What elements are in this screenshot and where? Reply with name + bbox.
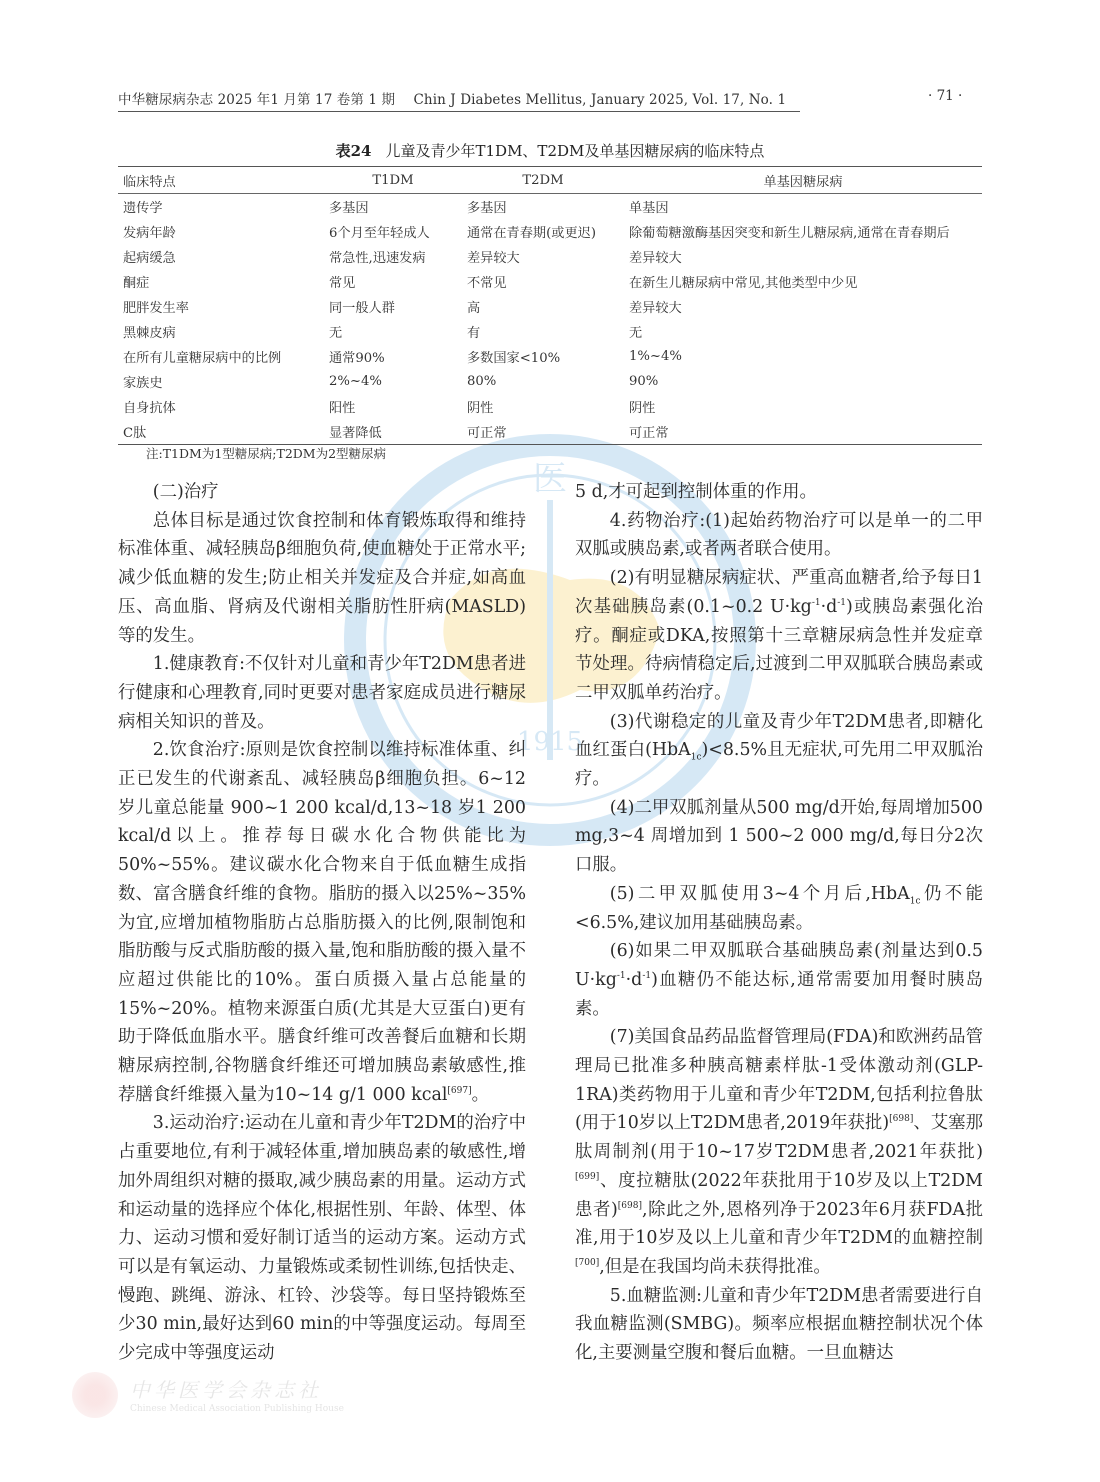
table-cell: 6个月至年轻成人	[329, 226, 430, 241]
text-run: 总体目标是通过饮食控制和体育锻炼取得和维持标准体重、减轻胰岛β细胞负荷,使血糖处于正常水平;减少低血糖的发生;防止相关并发症及合并症,如高血压、高血脂、肾病及代谢相关脂肪性肝病(MASLD)等的发生。	[118, 510, 526, 646]
text-run: ,除此之外,恩格列净于2023年6月获FDA批准,用于10岁及以上儿童和青少年T2DM的血糖控制	[575, 1199, 983, 1249]
table-cell: 90%	[629, 374, 659, 389]
superscript: [698]	[889, 1114, 914, 1125]
paragraph	[575, 794, 983, 880]
table-row	[118, 194, 982, 220]
superscript: [700]	[575, 1258, 600, 1269]
page-number: · 71 ·	[928, 88, 963, 104]
table-cell: 酮症	[123, 276, 150, 291]
body-column-right	[575, 478, 983, 1368]
table-cell: 不常见	[467, 276, 507, 291]
table-cell: 80%	[467, 374, 497, 389]
table-row	[118, 269, 982, 294]
text-run: (二)治疗	[152, 482, 219, 502]
superscript: [698]	[617, 1200, 642, 1211]
table-body	[118, 194, 982, 445]
table-cell: 阳性	[329, 401, 356, 416]
superscript: [697]	[447, 1085, 472, 1096]
text-run: )血糖仍不能达标,通常需要加用餐时胰岛素。	[575, 969, 983, 1019]
body-column-left	[118, 478, 526, 1368]
text-run: (7)美国食品药品监督管理局(FDA)和欧洲药品管理局已批准多种胰高糖素样肽-1受体激动剂(GLP-1RA)类药物用于儿童和青少年T2DM,包括利拉鲁肽(用于10岁以上T2DM患者,2019年获批)	[575, 1027, 983, 1134]
watermark-year: 1915	[516, 727, 584, 757]
text-run: (4)二甲双胍剂量从500 mg/d开始,每周增加500 mg,3~4 周增加到 1 500~2 000 mg/d,每日分2次口服。	[575, 797, 983, 876]
table-cell: 在所有儿童糖尿病中的比例	[123, 351, 282, 366]
table-label: 表24	[335, 142, 372, 160]
paragraph	[118, 1109, 526, 1367]
table-cell: 差异较大	[629, 251, 682, 266]
superscript: -1	[811, 598, 821, 609]
flower-logo-icon	[72, 1372, 118, 1418]
table-cell: 单基因	[629, 201, 669, 216]
table-cell: 常急性,迅速发病	[329, 251, 426, 266]
text-run: 5 d,才可起到控制体重的作用。	[575, 482, 817, 502]
publisher-name-en: Chinese Medical Association Publishing House	[130, 1404, 344, 1414]
text-run: 3.运动治疗:运动在儿童和青少年T2DM的治疗中占重要地位,有利于减轻体重,增加胰岛素的敏感性,增加外周组织对糖的摄取,减少胰岛素的用量。运动方式和运动量的选择应个体化,根据性别、年龄、体型、体力、运动习惯和爱好制订适当的运动方案。运动方式可以是有氧运动、力量锻炼或柔韧性训练,包括快走、慢跑、跳绳、游泳、杠铃、沙袋等。每日坚持锻炼至少30 min,最好达到60 min的中等强度运动。每周至少完成中等强度运动	[118, 1113, 526, 1364]
table-note: 注:T1DM为1型糖尿病;T2DM为2型糖尿病	[146, 446, 387, 461]
superscript: -1	[837, 598, 847, 609]
table-row	[118, 419, 982, 445]
table-row	[118, 369, 982, 394]
table-header-row	[118, 167, 982, 194]
paragraph	[575, 937, 983, 1023]
publisher-name-cn: 中华医学会杂志社	[130, 1378, 322, 1402]
table-cell: C肽	[123, 426, 147, 441]
text-run: 1.健康教育:不仅针对儿童和青少年T2DM患者进行健康和心理教育,同时更要对患者家庭成员进行糖尿病相关知识的普及。	[118, 654, 526, 732]
table-cell: 可正常	[467, 426, 507, 441]
text-run: )或胰岛素强化治疗。酮症或DKA,按照第十三章糖尿病急性并发症章节处理。待病情稳定后,过渡到二甲双胍联合胰岛素或二甲双胍单药治疗。	[575, 596, 983, 703]
table-row	[118, 394, 982, 419]
running-header	[118, 88, 800, 112]
superscript: -1	[616, 971, 626, 982]
superscript: [699]	[575, 1172, 600, 1183]
table-cell: 起病缓急	[123, 251, 176, 266]
table-cell: 差异较大	[629, 301, 682, 316]
table-cell: 除葡萄糖激酶基因突变和新生儿糖尿病,通常在青春期后	[629, 226, 950, 241]
paragraph	[575, 708, 983, 794]
subscript: 1c	[909, 896, 921, 907]
watermark-char: 医	[533, 459, 567, 499]
column-header: T2DM	[462, 167, 624, 194]
table-row	[118, 294, 982, 319]
table-cell: 1%~4%	[629, 349, 682, 364]
superscript: -1	[642, 971, 652, 982]
column-header: 单基因糖尿病	[624, 167, 982, 194]
table-cell: 在新生儿糖尿病中常见,其他类型中少见	[629, 276, 858, 291]
table-cell: 肥胖发生率	[123, 301, 189, 316]
text-run: 、度拉糖肽(2022年获批用于10岁及以上T2DM患者)	[575, 1170, 983, 1220]
table-title: 儿童及青少年T1DM、T2DM及单基因糖尿病的临床特点	[385, 142, 765, 160]
table-row	[118, 219, 982, 244]
text-run: 5.血糖监测:儿童和青少年T2DM患者需要进行自我血糖监测(SMBG)。频率应根据血糖控制状况个体化,主要测量空腹和餐后血糖。一旦血糖达	[575, 1285, 983, 1364]
table-cell: 通常90%	[329, 351, 385, 366]
text-run: 仍不能<6.5%,建议加用基础胰岛素。	[575, 883, 983, 933]
table-row	[118, 319, 982, 344]
clinical-features-table	[118, 166, 982, 445]
table-cell: 有	[467, 326, 481, 341]
table-cell: 发病年龄	[123, 226, 176, 241]
journal-title-en: Chin J Diabetes Mellitus, January 2025, Vol. 17, No. 1	[413, 92, 787, 108]
table-cell: 家族史	[123, 376, 163, 391]
table-cell: 高	[467, 301, 481, 316]
text-run: )<8.5%且无症状,可先用二甲双胍治疗。	[575, 740, 983, 790]
paragraph	[118, 478, 526, 507]
column-header: T1DM	[324, 167, 462, 194]
text-run: (5)二甲双胍使用3~4个月后,HbA	[609, 883, 910, 904]
text-run: 2.饮食治疗:原则是饮食控制以维持标准体重、纠正已发生的代谢紊乱、减轻胰岛β细胞负担。6~12 岁儿童总能量 900~1 200 kcal/d,13~18 岁1 200 kcal/d以上。推荐每日碳水化合物供能比为50%~55%。建议碳水化合物来自于低血糖生成指数、富含膳食纤维的食物。脂肪的摄入以25%~35%为宜,应增加植物脂肪占总脂肪摄入的比例,限制饱和脂肪酸与反式脂肪酸的摄入量,饱和脂肪酸的摄入量不应超过供能比的10%。蛋白质摄入量占总能量的15%~20%。植物来源蛋白质(尤其是大豆蛋白)更有助于降低血脂水平。膳食纤维可改善餐后血糖和长期糖尿病控制,谷物膳食纤维还可增加胰岛素敏感性,推荐膳食纤维摄入量为10~14 g/1 000 kcal	[118, 740, 526, 1105]
paragraph	[118, 736, 526, 1109]
text-run: (3)代谢稳定的儿童及青少年T2DM患者,即糖化血红蛋白(HbA	[575, 711, 983, 761]
publisher-logo	[72, 1372, 452, 1432]
paragraph	[575, 1023, 983, 1281]
table-cell: 无	[629, 326, 643, 341]
text-run: ·d	[625, 969, 643, 990]
journal-title-cn: 中华糖尿病杂志 2025 年1 月第 17 卷第 1 期	[118, 92, 396, 108]
table-cell: 差异较大	[467, 251, 520, 266]
table-cell: 可正常	[629, 426, 669, 441]
text-run: 4.药物治疗:(1)起始药物治疗可以是单一的二甲双胍或胰岛素,或者两者联合使用。	[575, 510, 983, 560]
table-cell: 黑棘皮病	[123, 326, 176, 341]
table-cell: 2%~4%	[329, 374, 382, 389]
table-cell: 阴性	[467, 401, 494, 416]
text-run: (6)如果二甲双胍联合基础胰岛素(剂量达到0.5 U·kg	[575, 941, 983, 990]
paragraph	[575, 880, 983, 937]
text-run: (2)有明显糖尿病症状、严重高血糖者,给予每日1次基础胰岛素(0.1~0.2 U·kg	[575, 568, 983, 617]
table-row	[118, 244, 982, 269]
paragraph	[118, 507, 526, 651]
table-row	[118, 344, 982, 369]
table-caption	[0, 140, 1100, 161]
table-cell: 多数国家<10%	[467, 351, 561, 366]
table-cell: 自身抗体	[123, 401, 176, 416]
column-header: 临床特点	[118, 167, 324, 194]
table-cell: 阴性	[629, 401, 656, 416]
subscript: 1c	[690, 752, 702, 763]
paragraph	[575, 564, 983, 708]
table-cell: 无	[329, 326, 343, 341]
text-run: 。	[471, 1084, 489, 1105]
table-cell: 通常在青春期(或更迟)	[467, 226, 596, 241]
table-cell: 显著降低	[329, 426, 382, 441]
text-run: ·d	[820, 596, 838, 617]
table-cell: 同一般人群	[329, 301, 395, 316]
text-run: 、艾塞那肽周制剂(用于10~17岁T2DM患者,2021年获批)	[575, 1113, 983, 1163]
table-cell: 遗传学	[123, 201, 163, 216]
paragraph	[575, 478, 983, 507]
table-cell: 多基因	[467, 201, 507, 216]
paragraph	[575, 1282, 983, 1368]
table-cell: 常见	[329, 276, 356, 291]
table-cell: 多基因	[329, 201, 369, 216]
paragraph	[118, 650, 526, 736]
text-run: ,但是在我国均尚未获得批准。	[599, 1256, 831, 1277]
paragraph	[575, 507, 983, 564]
